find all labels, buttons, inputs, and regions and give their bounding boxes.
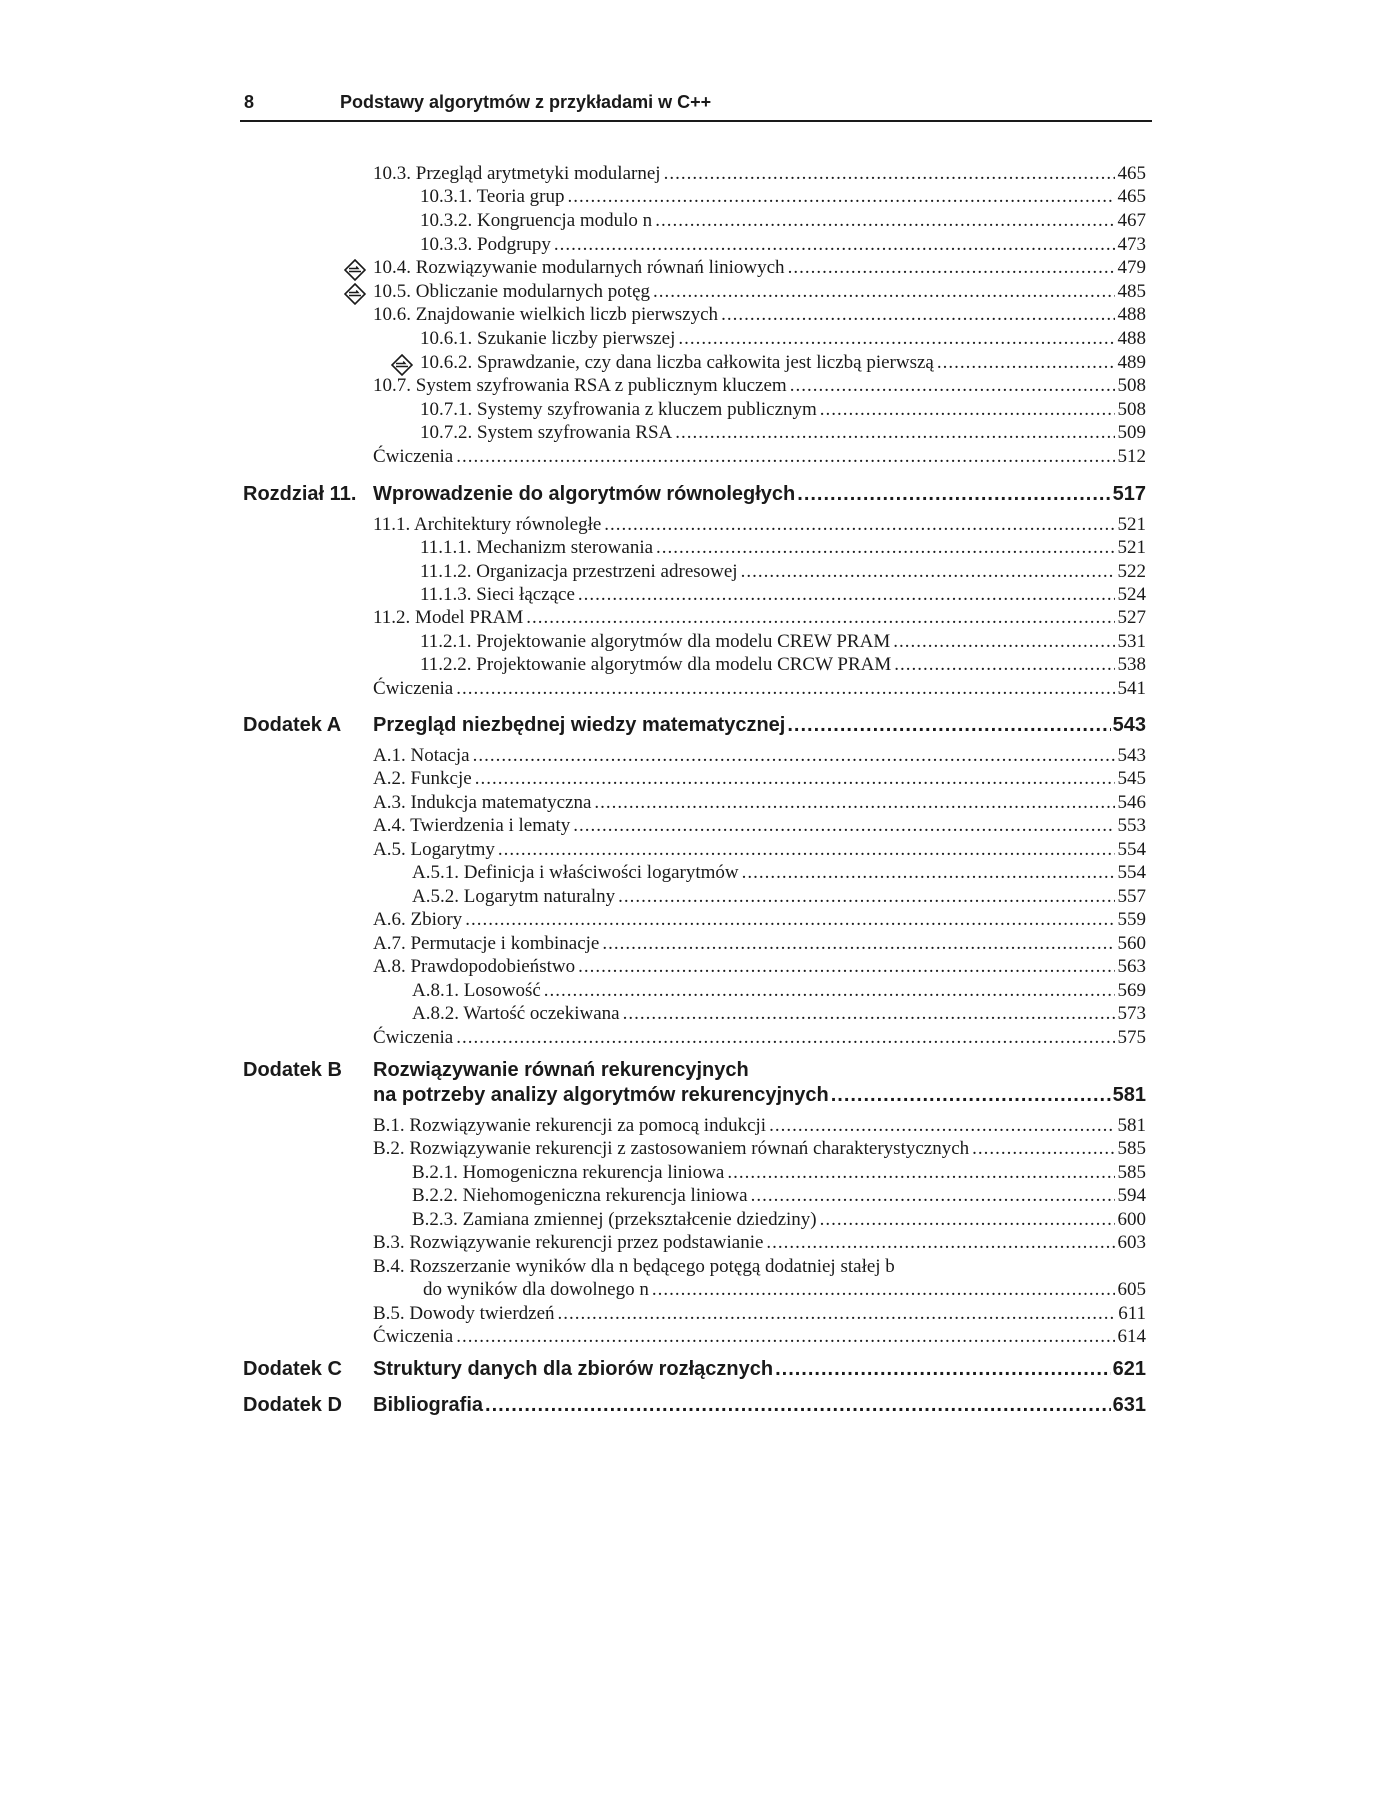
appendix-title-line2: na potrzeby analizy algorytmów rekurencyjnych bbox=[373, 1084, 829, 1106]
chapter-label: Rozdział 11. bbox=[243, 483, 357, 505]
toc-entry[interactable] bbox=[420, 351, 1146, 374]
toc-entry[interactable] bbox=[412, 979, 1146, 1002]
toc-entry-page: 538 bbox=[1117, 654, 1146, 675]
toc-entry-title: 11.2.1. Projektowanie algorytmów dla modelu CREW PRAM bbox=[420, 631, 891, 652]
dot-leader bbox=[475, 767, 1115, 790]
toc-entry-page: 594 bbox=[1117, 1185, 1146, 1206]
dot-leader bbox=[820, 398, 1115, 421]
toc-entry[interactable] bbox=[373, 955, 1146, 978]
toc-entry-title: Ćwiczenia bbox=[373, 1027, 454, 1048]
toc-entry-page: 573 bbox=[1117, 1003, 1146, 1024]
toc-entry[interactable] bbox=[420, 398, 1146, 421]
dot-leader bbox=[775, 1357, 1111, 1382]
toc-entry-page: 600 bbox=[1117, 1209, 1146, 1230]
toc-entry[interactable] bbox=[373, 767, 1146, 790]
appendix-heading[interactable] bbox=[373, 1393, 1146, 1418]
dot-leader bbox=[787, 713, 1110, 738]
toc-entry[interactable] bbox=[412, 1002, 1146, 1025]
toc-entry-title: 10.6. Znajdowanie wielkich liczb pierwszych bbox=[373, 304, 719, 325]
dot-leader bbox=[558, 1302, 1116, 1325]
toc-entry-page: 465 bbox=[1117, 186, 1146, 207]
toc-entry[interactable] bbox=[420, 653, 1146, 676]
toc-entry-title: A.2. Funkcje bbox=[373, 768, 472, 789]
toc-entry[interactable] bbox=[420, 421, 1146, 444]
toc-entry[interactable] bbox=[420, 233, 1146, 256]
dot-leader bbox=[652, 1278, 1115, 1301]
toc-entry[interactable] bbox=[373, 280, 1146, 303]
toc-entry-title: 10.6.2. Sprawdzanie, czy dana liczba całkowita jest liczbą pierwszą bbox=[420, 352, 934, 373]
dot-leader bbox=[456, 1325, 1114, 1348]
running-header bbox=[240, 90, 1152, 122]
toc-entry-page: 524 bbox=[1117, 584, 1146, 605]
dot-leader bbox=[678, 327, 1114, 350]
dot-leader bbox=[664, 162, 1115, 185]
dot-leader bbox=[498, 838, 1115, 861]
toc-entry-title: A.8.1. Losowość bbox=[412, 980, 541, 1001]
dot-leader bbox=[618, 885, 1114, 908]
toc-entry-page: 521 bbox=[1117, 514, 1146, 535]
book-title: Podstawy algorytmów z przykładami w C++ bbox=[340, 92, 712, 112]
toc-entry[interactable] bbox=[373, 744, 1146, 767]
dot-leader bbox=[456, 445, 1114, 468]
toc-entry-title: 10.5. Obliczanie modularnych potęg bbox=[373, 281, 651, 302]
toc-entry-page: 559 bbox=[1117, 909, 1146, 930]
toc-entry[interactable] bbox=[420, 536, 1146, 559]
appendix-label: Dodatek C bbox=[243, 1358, 342, 1380]
toc-entry-page: 569 bbox=[1117, 980, 1146, 1001]
appendix-label: Dodatek A bbox=[243, 714, 342, 736]
toc-entry-title: A.8. Prawdopodobieństwo bbox=[373, 956, 576, 977]
toc-entry-page: 563 bbox=[1117, 956, 1146, 977]
toc-entry[interactable] bbox=[373, 791, 1146, 814]
toc-entry-page: 581 bbox=[1117, 1115, 1146, 1136]
dot-leader bbox=[721, 303, 1114, 326]
toc-entry-title: 10.3.2. Kongruencja modulo n bbox=[420, 210, 653, 231]
toc-entry-title: B.2.2. Niehomogeniczna rekurencja liniowa bbox=[412, 1185, 748, 1206]
toc-entry-title: A.7. Permutacje i kombinacje bbox=[373, 933, 600, 954]
toc-entry-title: 11.1.3. Sieci łączące bbox=[420, 584, 575, 605]
toc-entry-title: A.5.2. Logarytm naturalny bbox=[412, 886, 616, 907]
toc-entry-page: 509 bbox=[1117, 422, 1146, 443]
toc-entry-page: 543 bbox=[1117, 745, 1146, 766]
toc-entry-page: 554 bbox=[1117, 862, 1146, 883]
dot-leader bbox=[554, 233, 1115, 256]
toc-entry[interactable] bbox=[373, 1325, 1146, 1348]
dot-leader bbox=[578, 583, 1115, 606]
toc-entry[interactable] bbox=[423, 1278, 1146, 1301]
toc-entry-title: B.3. Rozwiązywanie rekurencji przez podstawianie bbox=[373, 1232, 764, 1253]
toc-entry-page: 508 bbox=[1117, 399, 1146, 420]
toc-entry[interactable] bbox=[420, 583, 1146, 606]
toc-entry-title: A.5. Logarytmy bbox=[373, 839, 495, 860]
dot-leader bbox=[485, 1393, 1111, 1418]
toc-entry-title: 10.7.1. Systemy szyfrowania z kluczem publicznym bbox=[420, 399, 817, 420]
dot-leader bbox=[727, 1161, 1114, 1184]
toc-entry-title: do wyników dla dowolnego n bbox=[423, 1279, 649, 1300]
toc-entry-page: 512 bbox=[1117, 446, 1146, 467]
toc-entry-page: 575 bbox=[1117, 1027, 1146, 1048]
toc-entry-page: 541 bbox=[1117, 678, 1146, 699]
toc-entry-title: B.2.1. Homogeniczna rekurencja liniowa bbox=[412, 1162, 725, 1183]
toc-entry-page: 585 bbox=[1117, 1162, 1146, 1183]
appendix-page: 581 bbox=[1112, 1084, 1146, 1106]
dot-leader bbox=[742, 861, 1115, 884]
chapter-heading[interactable] bbox=[373, 482, 1146, 507]
dot-leader bbox=[526, 606, 1114, 629]
toc-entry-page: 467 bbox=[1117, 210, 1146, 231]
toc-entry[interactable] bbox=[412, 1184, 1146, 1207]
toc-entry-page: 553 bbox=[1117, 815, 1146, 836]
toc-entry-page: 557 bbox=[1117, 886, 1146, 907]
chapter-title: Wprowadzenie do algorytmów równoległych bbox=[373, 483, 796, 505]
toc-entry-title: 10.3.3. Podgrupy bbox=[420, 234, 551, 255]
toc-entry-page: 546 bbox=[1117, 792, 1146, 813]
dot-leader bbox=[456, 1026, 1114, 1049]
dot-leader bbox=[797, 482, 1110, 507]
toc-entry[interactable] bbox=[420, 185, 1146, 208]
toc-entry-page: 531 bbox=[1117, 631, 1146, 652]
toc-entry-page: 473 bbox=[1117, 234, 1146, 255]
toc-entry-title: B.1. Rozwiązywanie rekurencji za pomocą indukcji bbox=[373, 1115, 767, 1136]
chapter-page: 517 bbox=[1112, 483, 1146, 505]
toc-entry[interactable] bbox=[373, 838, 1146, 861]
toc-entry-title: 10.3. Przegląd arytmetyki modularnej bbox=[373, 163, 661, 184]
dot-leader bbox=[655, 209, 1114, 232]
toc-entry-title: Ćwiczenia bbox=[373, 678, 454, 699]
appendix-heading[interactable] bbox=[373, 1083, 1146, 1108]
toc-entry-page: 488 bbox=[1117, 304, 1146, 325]
toc-entry[interactable] bbox=[373, 1137, 1146, 1160]
toc-entry[interactable] bbox=[373, 513, 1146, 536]
toc-entry-title: 11.1.2. Organizacja przestrzeni adresowej bbox=[420, 561, 738, 582]
dot-leader bbox=[766, 1231, 1114, 1254]
toc-entry-title: A.3. Indukcja matematyczna bbox=[373, 792, 592, 813]
toc-entry-title: Ćwiczenia bbox=[373, 446, 454, 467]
toc-entry[interactable] bbox=[373, 677, 1146, 700]
appendix-page: 631 bbox=[1112, 1394, 1146, 1416]
dot-leader bbox=[602, 932, 1114, 955]
toc-entry-title: 10.4. Rozwiązywanie modularnych równań liniowych bbox=[373, 257, 785, 278]
toc-entry[interactable] bbox=[373, 1114, 1146, 1137]
toc-entry-title: 11.2. Model PRAM bbox=[373, 607, 524, 628]
toc-entry[interactable] bbox=[373, 606, 1146, 629]
dot-leader bbox=[675, 421, 1114, 444]
appendix-title: Bibliografia bbox=[373, 1394, 484, 1416]
toc-entry-title: 11.2.2. Projektowanie algorytmów dla modelu CRCW PRAM bbox=[420, 654, 892, 675]
toc-entry-title: B.5. Dowody twierdzeń bbox=[373, 1303, 555, 1324]
page-number: 8 bbox=[244, 92, 255, 112]
toc-entry[interactable] bbox=[412, 1161, 1146, 1184]
toc-entry-page: 488 bbox=[1117, 328, 1146, 349]
toc-entry-page: 614 bbox=[1117, 1326, 1146, 1347]
dot-leader bbox=[623, 1002, 1115, 1025]
dot-leader bbox=[573, 814, 1114, 837]
dot-leader bbox=[568, 185, 1115, 208]
dot-leader bbox=[544, 979, 1115, 1002]
toc-entry[interactable] bbox=[373, 1302, 1146, 1325]
toc-entry-title: A.1. Notacja bbox=[373, 745, 470, 766]
toc-entry-page: 527 bbox=[1117, 607, 1146, 628]
toc-entry-title: Ćwiczenia bbox=[373, 1326, 454, 1347]
toc-entry[interactable] bbox=[373, 932, 1146, 955]
toc-entry[interactable] bbox=[412, 1208, 1146, 1231]
appendix-title: Struktury danych dla zbiorów rozłącznych bbox=[373, 1358, 774, 1380]
appendix-title: Przegląd niezbędnej wiedzy matematycznej bbox=[373, 714, 786, 736]
dot-leader bbox=[456, 677, 1114, 700]
appendix-heading[interactable] bbox=[373, 1357, 1146, 1382]
dot-leader bbox=[653, 280, 1114, 303]
toc-entry[interactable] bbox=[420, 327, 1146, 350]
toc-entry-title: A.8.2. Wartość oczekiwana bbox=[412, 1003, 620, 1024]
toc-entry[interactable] bbox=[420, 560, 1146, 583]
dot-leader bbox=[788, 256, 1115, 279]
toc-entry[interactable] bbox=[420, 209, 1146, 232]
toc-entry-page: 611 bbox=[1118, 1303, 1146, 1324]
dot-leader bbox=[473, 744, 1115, 767]
dot-leader bbox=[604, 513, 1114, 536]
toc-entry-title: 10.7.2. System szyfrowania RSA bbox=[420, 422, 673, 443]
appendix-heading[interactable] bbox=[373, 713, 1146, 738]
toc-entry[interactable] bbox=[373, 445, 1146, 468]
appendix-title-line1: Rozwiązywanie równań rekurencyjnych bbox=[373, 1059, 749, 1081]
appendix-page: 543 bbox=[1112, 714, 1146, 736]
toc-entry-title: B.2.3. Zamiana zmiennej (przekształcenie dziedziny) bbox=[412, 1209, 817, 1230]
dot-leader bbox=[465, 908, 1114, 931]
toc-entry-title: 11.1.1. Mechanizm sterowania bbox=[420, 537, 654, 558]
toc-entry-page: 485 bbox=[1117, 281, 1146, 302]
dot-leader bbox=[594, 791, 1114, 814]
dot-leader bbox=[820, 1208, 1115, 1231]
toc-entry-page: 605 bbox=[1117, 1279, 1146, 1300]
toc-entry-page: 560 bbox=[1117, 933, 1146, 954]
toc-entry[interactable] bbox=[373, 162, 1146, 185]
toc-entry[interactable] bbox=[373, 256, 1146, 279]
toc-entry-page: 521 bbox=[1117, 537, 1146, 558]
toc-entry-title: 11.1. Architektury równoległe bbox=[373, 514, 602, 535]
toc-entry-page: 545 bbox=[1117, 768, 1146, 789]
toc-entry[interactable] bbox=[373, 908, 1146, 931]
toc-entry-title: 10.7. System szyfrowania RSA z publicznym kluczem bbox=[373, 375, 787, 396]
toc-entry-title: 10.6.1. Szukanie liczby pierwszej bbox=[420, 328, 676, 349]
diamond-arrow-icon bbox=[344, 259, 366, 281]
toc-entry-page: 465 bbox=[1117, 163, 1146, 184]
dot-leader bbox=[831, 1083, 1111, 1108]
diamond-arrow-icon bbox=[391, 354, 413, 376]
dot-leader bbox=[790, 374, 1115, 397]
appendix-page: 621 bbox=[1112, 1358, 1146, 1380]
dot-leader bbox=[894, 653, 1114, 676]
toc-entry-page: 585 bbox=[1117, 1138, 1146, 1159]
dot-leader bbox=[656, 536, 1114, 559]
diamond-arrow-icon bbox=[344, 283, 366, 305]
dot-leader bbox=[893, 630, 1114, 653]
toc-entry[interactable] bbox=[373, 1231, 1146, 1254]
toc-entry[interactable] bbox=[412, 861, 1146, 884]
toc-entry-title: B.4. Rozszerzanie wyników dla n będącego potęgą dodatniej stałej b bbox=[373, 1256, 895, 1277]
toc-entry-page: 554 bbox=[1117, 839, 1146, 860]
toc-entry[interactable] bbox=[412, 885, 1146, 908]
toc-entry-page: 489 bbox=[1117, 352, 1146, 373]
toc-entry-page: 603 bbox=[1117, 1232, 1146, 1253]
toc-entry-page: 479 bbox=[1117, 257, 1146, 278]
dot-leader bbox=[751, 1184, 1115, 1207]
appendix-label: Dodatek B bbox=[243, 1059, 342, 1081]
dot-leader bbox=[741, 560, 1115, 583]
toc-entry[interactable] bbox=[373, 814, 1146, 837]
toc-entry-title: A.6. Zbiory bbox=[373, 909, 463, 930]
toc-entry[interactable] bbox=[373, 1026, 1146, 1049]
toc-entry[interactable] bbox=[420, 630, 1146, 653]
toc-entry-page: 508 bbox=[1117, 375, 1146, 396]
dot-leader bbox=[937, 351, 1115, 374]
dot-leader bbox=[769, 1114, 1114, 1137]
toc-entry[interactable] bbox=[373, 374, 1146, 397]
toc-entry-title: B.2. Rozwiązywanie rekurencji z zastosowaniem równań charakterystycznych bbox=[373, 1138, 970, 1159]
toc-entry-title: 10.3.1. Teoria grup bbox=[420, 186, 565, 207]
dot-leader bbox=[578, 955, 1114, 978]
toc-entry-page: 522 bbox=[1117, 561, 1146, 582]
toc-entry[interactable] bbox=[373, 303, 1146, 326]
appendix-label: Dodatek D bbox=[243, 1394, 342, 1416]
toc-entry-title: A.4. Twierdzenia i lematy bbox=[373, 815, 571, 836]
dot-leader bbox=[972, 1137, 1114, 1160]
toc-entry-title: A.5.1. Definicja i właściwości logarytmów bbox=[412, 862, 739, 883]
